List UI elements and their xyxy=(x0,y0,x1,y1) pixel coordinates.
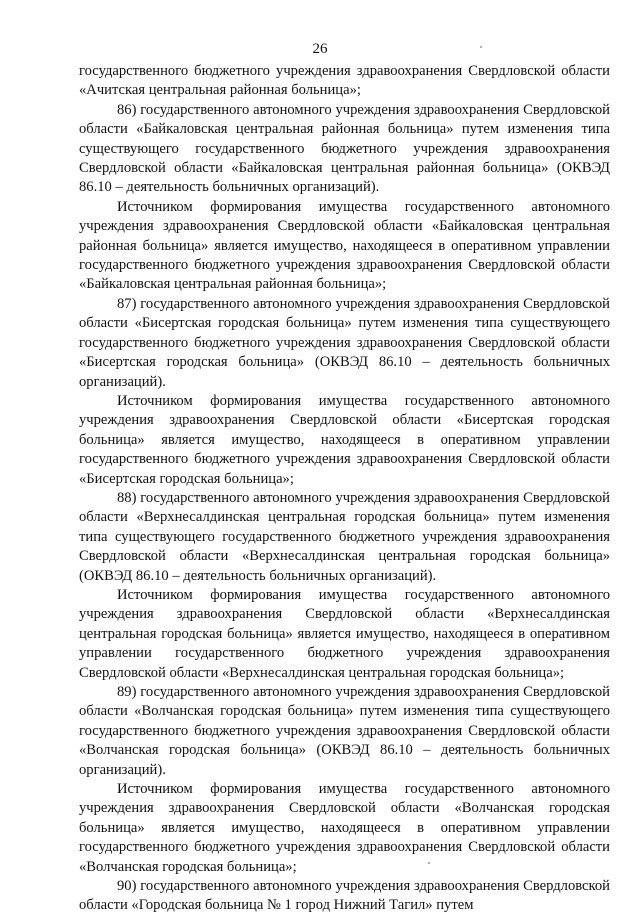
paragraph-item-90: 90) государственного автономного учреждения здравоохранения Свердловской области «Городская больница № 1 город Нижний Тагил» путем xyxy=(79,878,610,914)
paragraph-property-source-86: Источником формирования имущества государственного автономного учреждения здравоохранения Свердловской области «Байкаловская центральная районная больница» является имущество, находящееся в оперативном управлении государственного бюджетного учреждения здравоохранения Свердловской области «Байкаловская центральная районная больница»; xyxy=(79,198,610,293)
page-number: 26 xyxy=(312,41,328,57)
paragraph-item-89: 89) государственного автономного учреждения здравоохранения Свердловской области «Волчанская городская больница» путем изменения типа существующего государственного бюджетного учреждения здравоохранения Свердловской области «Волчанская городская больница» (ОКВЭД 86.10 – деятельность больничных организаций). xyxy=(79,684,610,778)
paragraph-property-source-89: Источником формирования имущества государственного автономного учреждения здравоохранения Свердловской области «Волчанская городская больница» является имущество, находящееся в оперативном управлении государственного бюджетного учреждения здравоохранения Свердловской области «Волчанская городская больница»; xyxy=(79,781,610,875)
paragraph-item-87: 87) государственного автономного учреждения здравоохранения Свердловской области «Бисертская городская больница» путем изменения типа существующего государственного бюджетного учреждения здравоохранения Свердловской области «Бисертская городская больница» (ОКВЭД 86.10 – деятельность больничных организаций). xyxy=(79,295,610,390)
paragraph-property-source-87: Источником формирования имущества государственного автономного учреждения здравоохранения Свердловской области «Бисертская городская больница» является имущество, находящееся в оперативном управлении государственного бюджетного учреждения здравоохранения Свердловской области «Бисертская городская больница»; xyxy=(79,392,610,487)
scan-speck xyxy=(428,862,430,864)
paragraph-item-88: 88) государственного автономного учреждения здравоохранения Свердловской области «Верхнесалдинская центральная городская больница» путем изменения типа существующего государственного бюджетного учреждения здравоохранения Свердловской области «Верхнесалдинская центральная городская больница» (ОКВЭД 86.10 – деятельность больничных организаций). xyxy=(79,489,610,584)
document-body xyxy=(79,62,610,916)
paragraph-item-86: 86) государственного автономного учреждения здравоохранения Свердловской области «Байкаловская центральная районная больница» путем изменения типа существующего государственного бюджетного учреждения здравоохранения Свердловской области «Байкаловская центральная районная больница» (ОКВЭД 86.10 – деятельность больничных организаций). xyxy=(79,101,610,196)
paragraph-property-source-88: Источником формирования имущества государственного автономного учреждения здравоохранения Свердловской области «Верхнесалдинская центральная городская больница» является имущество, находящееся в оперативном управлении государственного бюджетного учреждения здравоохранения Свердловской области «Верхнесалдинская центральная городская больница»; xyxy=(79,586,610,681)
scan-speck xyxy=(480,46,482,48)
paragraph-continuation: государственного бюджетного учреждения здравоохранения Свердловской области «Ачитская центральная районная больница»; xyxy=(79,63,610,99)
